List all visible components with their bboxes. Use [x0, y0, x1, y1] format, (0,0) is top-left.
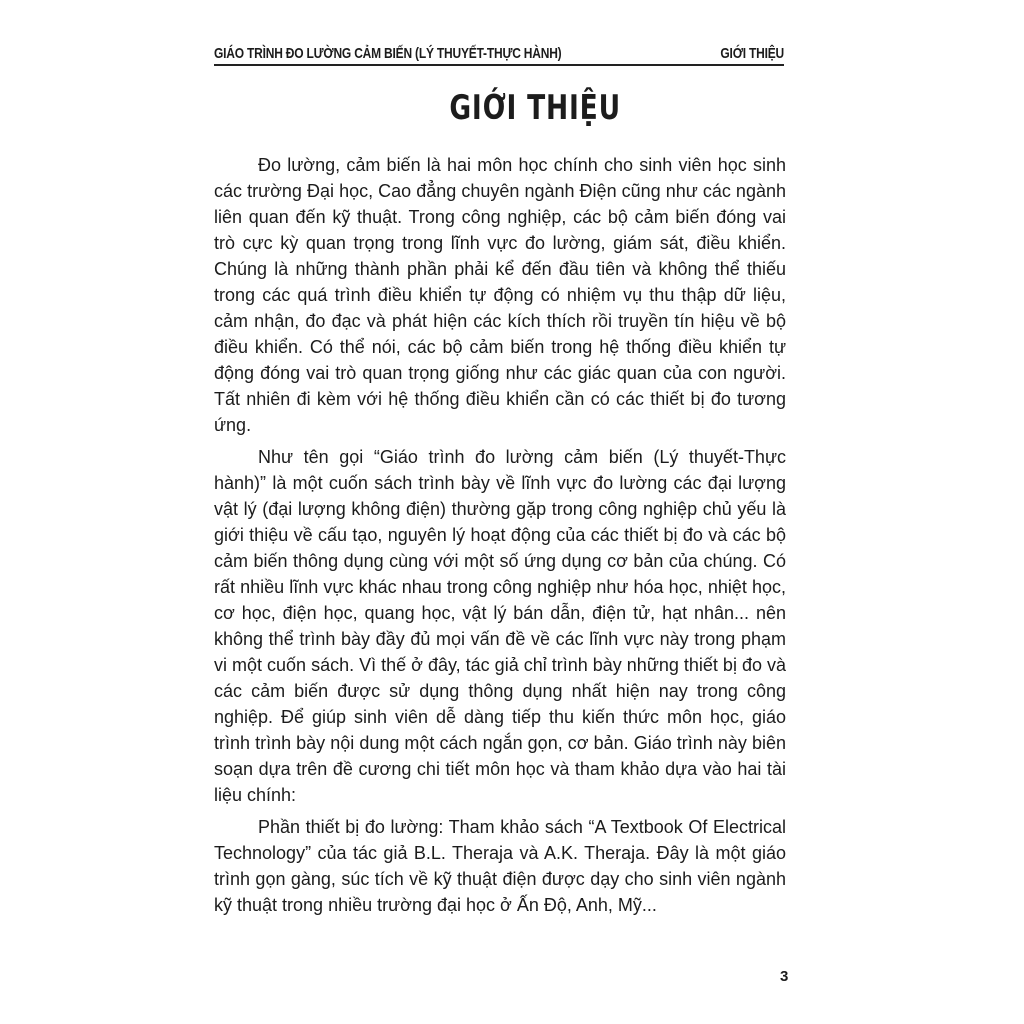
paragraph-2: Như tên gọi “Giáo trình đo lường cảm biến (Lý thuyết-Thực hành)” là một cuốn sách trình bày về lĩnh vực đo lường các đại lượng vật lý (đại lượng không điện) thường gặp trong công nghiệp chủ yếu là giới thiệu về cấu tạo, nguyên lý hoạt động của các thiết bị đo và các bộ cảm biến thông dụng cùng với một số ứng dụng cơ bản của chúng. Có rất nhiều lĩnh vực khác nhau trong công nghiệp như hóa học, nhiệt học, cơ học, điện học, quang học, vật lý bán dẫn, điện tử, hạt nhân... nên không thể trình bày đầy đủ mọi vấn đề về các lĩnh vực này trong phạm vi một cuốn sách. Vì thế ở đây, tác giả chỉ trình bày những thiết bị đo và các cảm biến được sử dụng thông dụng nhất hiện nay trong công nghiệp. Để giúp sinh viên dễ dàng tiếp thu kiến thức môn học, giáo trình trình bày nội dung một cách ngắn gọn, cơ bản. Giáo trình này biên soạn dựa trên đề cương chi tiết môn học và tham khảo dựa vào hai tài liệu chính:: [214, 447, 786, 805]
body-text: [214, 152, 786, 924]
paragraph-3: Phần thiết bị đo lường: Tham khảo sách “A Textbook Of Electrical Technology” của tác giả B.L. Theraja và A.K. Theraja. Đây là một giáo trình gọn gàng, súc tích về kỹ thuật điện được dạy cho sinh viên ngành kỹ thuật trong nhiều trường đại học ở Ấn Độ, Anh, Mỹ...: [214, 817, 786, 915]
paragraph-1: Đo lường, cảm biến là hai môn học chính cho sinh viên học sinh các trường Đại học, Cao đẳng chuyên ngành Điện cũng như các ngành liên quan đến kỹ thuật. Trong công nghiệp, các bộ cảm biến đóng vai trò cực kỳ quan trọng trong lĩnh vực đo lường, giám sát, điều khiển. Chúng là những thành phần phải kể đến đầu tiên và không thể thiếu trong các quá trình điều khiển tự động có nhiệm vụ thu thập dữ liệu, cảm nhận, đo đạc và phát hiện các kích thích rồi truyền tín hiệu về bộ điều khiển. Có thể nói, các bộ cảm biến trong hệ thống điều khiển tự động đóng vai trò quan trọng giống như các giác quan của con người. Tất nhiên đi kèm với hệ thống điều khiển cần có các thiết bị đo tương ứng.: [214, 155, 786, 435]
header-section-title: GIỚI THIỆU: [720, 44, 784, 62]
header-book-title: GIÁO TRÌNH ĐO LƯỜNG CẢM BIẾN (LÝ THUYẾT-THỰC HÀNH): [214, 44, 562, 62]
running-header: [214, 44, 784, 66]
page-title: GIỚI THIỆU: [449, 88, 621, 128]
page-number: 3: [780, 968, 789, 985]
